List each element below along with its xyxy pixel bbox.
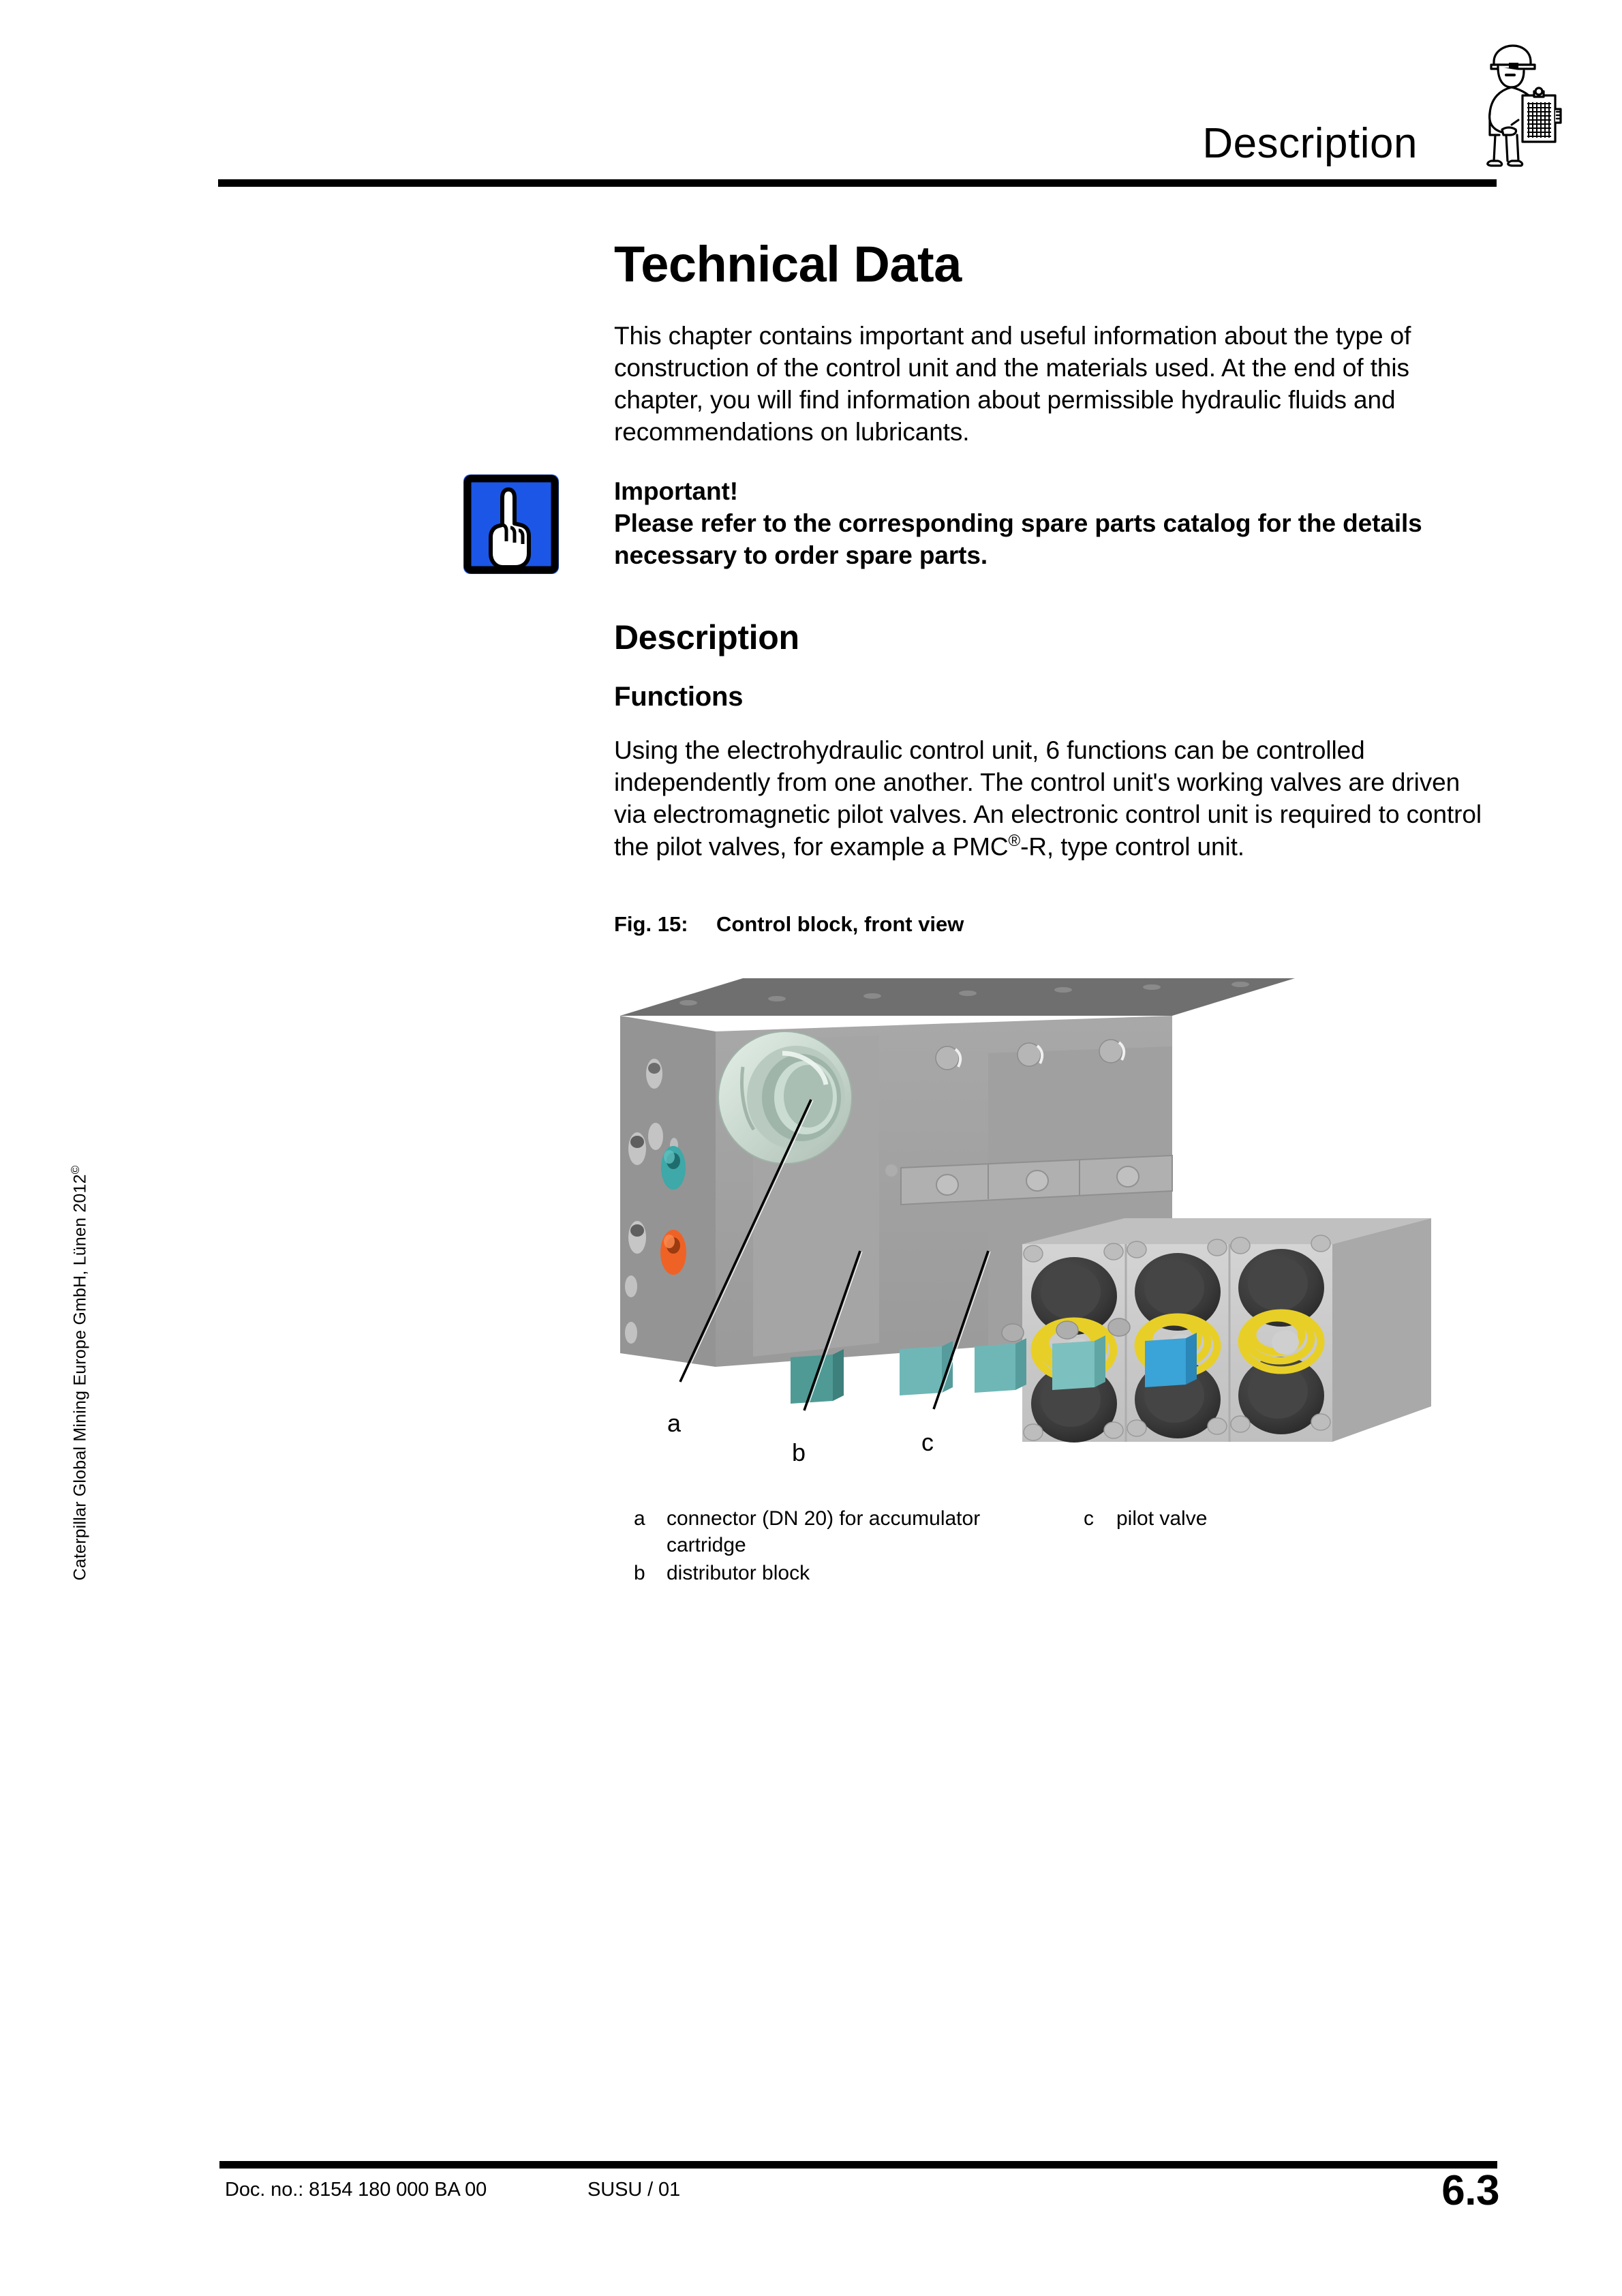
pointing-hand-icon (461, 473, 562, 575)
notice-heading: Important! (614, 477, 738, 505)
page-title: Technical Data (614, 236, 962, 292)
copyright-label: Caterpillar Global Mining Europe GmbH, Lünen 2012 (70, 1174, 90, 1581)
pilot-valve-assembly (1022, 1218, 1431, 1442)
notice-body: Please refer to the corresponding spare parts catalog for the details necessary to order spare parts. (614, 509, 1422, 569)
figure-number: Fig. 15: (614, 912, 688, 936)
legend-label: distributor block (667, 1562, 810, 1584)
connector-tab (900, 1346, 942, 1395)
functions-text-part2: -R, type control unit. (1020, 832, 1244, 861)
intro-paragraph: This chapter contains important and useful information about the type of construction of the control unit and the materials used. At the end of this chapter, you will find information about permissible hydraulic fluids and recommendations on lubricants. (614, 322, 1411, 446)
functions-heading: Functions (614, 682, 744, 712)
legend-item (634, 1505, 988, 1558)
footer-divider-rule (219, 2161, 1497, 2169)
block-top-face (620, 978, 1295, 1016)
important-notice (614, 476, 1486, 572)
legend-label: connector (DN 20) for accumulator cartridge (667, 1507, 981, 1556)
legend-key: c (1084, 1507, 1094, 1530)
registered-mark: ® (1008, 831, 1021, 850)
legend-column-left (634, 1505, 988, 1588)
copyright-sidebar-text (69, 862, 110, 1884)
copyright-symbol: © (69, 1165, 82, 1175)
figure-marker-b: b (792, 1438, 806, 1466)
legend-item (634, 1560, 988, 1586)
miner-with-clipboard-icon (1464, 33, 1566, 169)
figure-marker-a: a (667, 1409, 682, 1437)
connector-tab (1052, 1341, 1095, 1390)
footer-revision: SUSU / 01 (587, 2179, 681, 2201)
footer-page-number: 6.3 (1441, 2167, 1499, 2214)
accumulator-connector (718, 1031, 852, 1164)
figure-marker-c: c (921, 1428, 934, 1456)
legend-item (1084, 1505, 1411, 1532)
connector-tab (1145, 1338, 1186, 1387)
footer-document-number: Doc. no.: 8154 180 000 BA 00 (225, 2179, 487, 2201)
functions-paragraph (614, 735, 1486, 863)
functions-text-part1: Using the electrohydraulic control unit, 6 functions can be controlled independently from one another. The control unit's working valves are driven via electromagnetic pilot valves. An electronic control unit is required to control the pilot valves, for example a PMC (614, 736, 1482, 861)
connector-tab (975, 1344, 1015, 1393)
control-block-illustration (607, 951, 1438, 1476)
block-left-face (620, 1016, 716, 1367)
figure-caption (614, 912, 1486, 937)
legend-column-right (1084, 1505, 1411, 1533)
description-heading: Description (614, 618, 799, 656)
figure-title: Control block, front view (716, 912, 964, 936)
legend-label: pilot valve (1116, 1507, 1208, 1530)
legend-key: b (634, 1562, 645, 1584)
legend-key: a (634, 1507, 645, 1530)
page-header-title: Description (1202, 120, 1418, 167)
header-divider-rule (218, 179, 1497, 187)
